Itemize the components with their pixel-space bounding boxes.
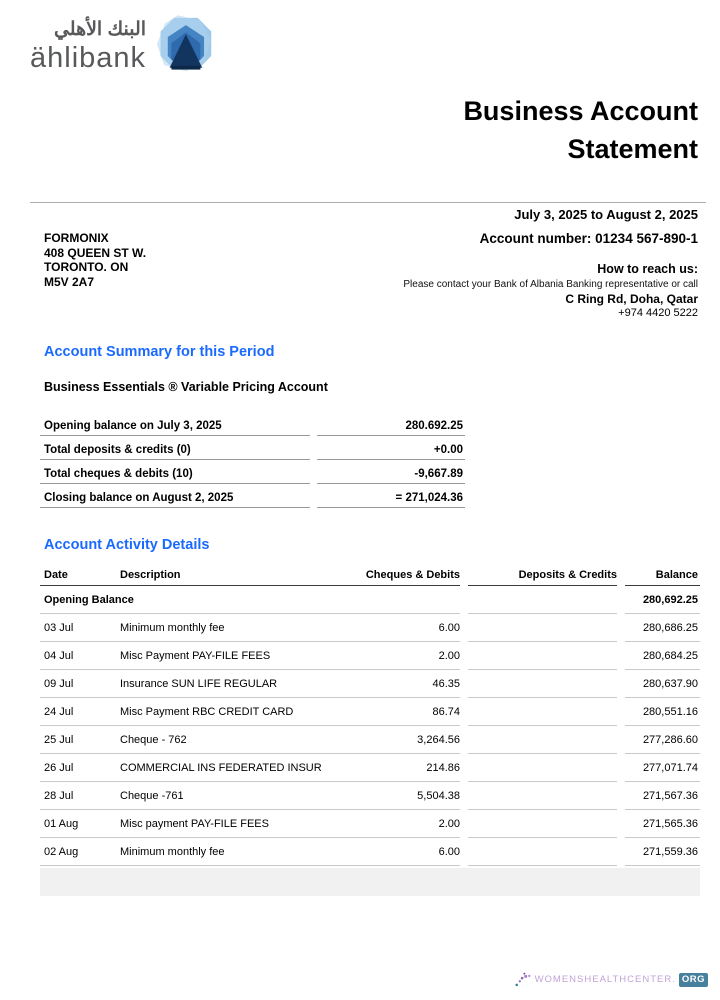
cell-date: 25 Jul [40, 726, 120, 754]
document-title-line2: Statement [567, 134, 698, 164]
account-number: Account number: 01234 567-890-1 [479, 231, 698, 246]
bank-gem-icon [156, 14, 214, 78]
bank-name-arabic: البنك الأهلي [53, 19, 147, 40]
customer-city: TORONTO. ON [44, 260, 129, 274]
cell-date: 24 Jul [40, 698, 120, 726]
account-summary-table [40, 412, 465, 508]
cell-description: Minimum monthly fee [120, 614, 354, 642]
cell-balance: 271,567.36 [625, 782, 700, 810]
summary-heading: Account Summary for this Period [44, 344, 275, 360]
cell-description: Misc payment PAY-FILE FEES [120, 810, 354, 838]
summary-label: Opening balance on July 3, 2025 [40, 412, 310, 436]
col-header-description: Description [120, 564, 354, 586]
cell-debit: 2.00 [354, 642, 460, 670]
cell-credit [468, 782, 617, 810]
customer-street: 408 QUEEN ST W. [44, 245, 147, 260]
reach-us-line: Please contact your Bank of Albania Banking representative or call [403, 279, 698, 290]
cell-date: 26 Jul [40, 754, 120, 782]
site-name: WOMENSHEALTHCENTER. [534, 974, 676, 985]
cell-balance: 277,286.60 [625, 726, 700, 754]
account-info-block [403, 231, 698, 320]
customer-address [44, 231, 146, 289]
cell-date: 02 Aug [40, 838, 120, 866]
summary-subheading: Business Essentials ® Variable Pricing Account [44, 380, 328, 394]
cell-date: 04 Jul [40, 642, 120, 670]
opening-balance-row [40, 586, 700, 614]
cell-debit: 6.00 [354, 614, 460, 642]
opening-balance-value: 280,692.25 [625, 586, 700, 614]
table-row [40, 614, 700, 642]
summary-row-opening [40, 412, 465, 436]
cell-debit: 5,504.38 [354, 782, 460, 810]
cell-description: Minimum monthly fee [120, 838, 354, 866]
bank-address: C Ring Rd, Doha, Qatar [565, 292, 698, 306]
cell-description: Misc Payment RBC CREDIT CARD [120, 698, 354, 726]
table-row [40, 698, 700, 726]
cell-date: 28 Jul [40, 782, 120, 810]
cell-credit [468, 586, 617, 614]
cell-description: Misc Payment PAY-FILE FEES [120, 642, 354, 670]
dots-spiral-icon [514, 971, 532, 988]
cell-credit [468, 810, 617, 838]
cell-balance: 280,686.25 [625, 614, 700, 642]
header-divider [30, 202, 706, 203]
cell-date: 09 Jul [40, 670, 120, 698]
bank-name-latin: ählibank [30, 42, 147, 74]
cell-balance: 271,565.36 [625, 810, 700, 838]
cell-description: COMMERCIAL INS FEDERATED INSUR [120, 754, 354, 782]
cell-credit [468, 698, 617, 726]
reach-us-heading: How to reach us: [597, 262, 698, 276]
cell-debit: 214.86 [354, 754, 460, 782]
summary-label: Total deposits & credits (0) [40, 436, 310, 460]
table-row [40, 782, 700, 810]
cell-date: 01 Aug [40, 810, 120, 838]
cell-debit: 3,264.56 [354, 726, 460, 754]
table-footer-bar [40, 868, 700, 896]
col-header-balance: Balance [625, 564, 700, 586]
cell-balance: 280,684.25 [625, 642, 700, 670]
summary-value: -9,667.89 [317, 460, 465, 484]
summary-value: +0.00 [317, 436, 465, 460]
cell-credit [468, 838, 617, 866]
cell-balance: 280,637.90 [625, 670, 700, 698]
document-title-line1: Business Account [463, 96, 698, 126]
col-header-credits: Deposits & Credits [468, 564, 617, 586]
activity-heading: Account Activity Details [44, 537, 210, 553]
summary-row-deposits [40, 436, 465, 460]
summary-label: Total cheques & debits (10) [40, 460, 310, 484]
cell-credit [468, 670, 617, 698]
cell-date: 03 Jul [40, 614, 120, 642]
cell-description: Cheque - 762 [120, 726, 354, 754]
customer-name: FORMONIX [44, 231, 109, 245]
table-row [40, 810, 700, 838]
table-row [40, 642, 700, 670]
cell-credit [468, 642, 617, 670]
summary-row-debits [40, 460, 465, 484]
opening-balance-label: Opening Balance [40, 586, 460, 614]
activity-header-row [40, 564, 700, 586]
document-title [463, 92, 698, 168]
cell-balance: 271,559.36 [625, 838, 700, 866]
bank-phone: +974 4420 5222 [618, 307, 698, 319]
col-header-debits: Cheques & Debits [354, 564, 460, 586]
summary-label: Closing balance on August 2, 2025 [40, 484, 310, 508]
summary-value: = 271,024.36 [317, 484, 465, 508]
cell-credit [468, 614, 617, 642]
cell-debit: 86.74 [354, 698, 460, 726]
site-suffix-badge: ORG [679, 973, 708, 987]
cell-debit: 6.00 [354, 838, 460, 866]
activity-table [40, 564, 700, 896]
table-row [40, 726, 700, 754]
table-row [40, 754, 700, 782]
cell-credit [468, 754, 617, 782]
table-row [40, 838, 700, 866]
summary-row-closing [40, 484, 465, 508]
cell-description: Insurance SUN LIFE REGULAR [120, 670, 354, 698]
bank-logo-text [30, 18, 146, 74]
cell-description: Cheque -761 [120, 782, 354, 810]
cell-debit: 46.35 [354, 670, 460, 698]
cell-balance: 280,551.16 [625, 698, 700, 726]
col-header-date: Date [40, 564, 120, 586]
bank-logo [30, 14, 214, 78]
cell-debit: 2.00 [354, 810, 460, 838]
summary-value: 280.692.25 [317, 412, 465, 436]
customer-postal: M5V 2A7 [44, 274, 95, 289]
statement-period: July 3, 2025 to August 2, 2025 [514, 207, 698, 222]
cell-credit [468, 726, 617, 754]
cell-balance: 277,071.74 [625, 754, 700, 782]
site-watermark [514, 971, 708, 988]
table-row [40, 670, 700, 698]
